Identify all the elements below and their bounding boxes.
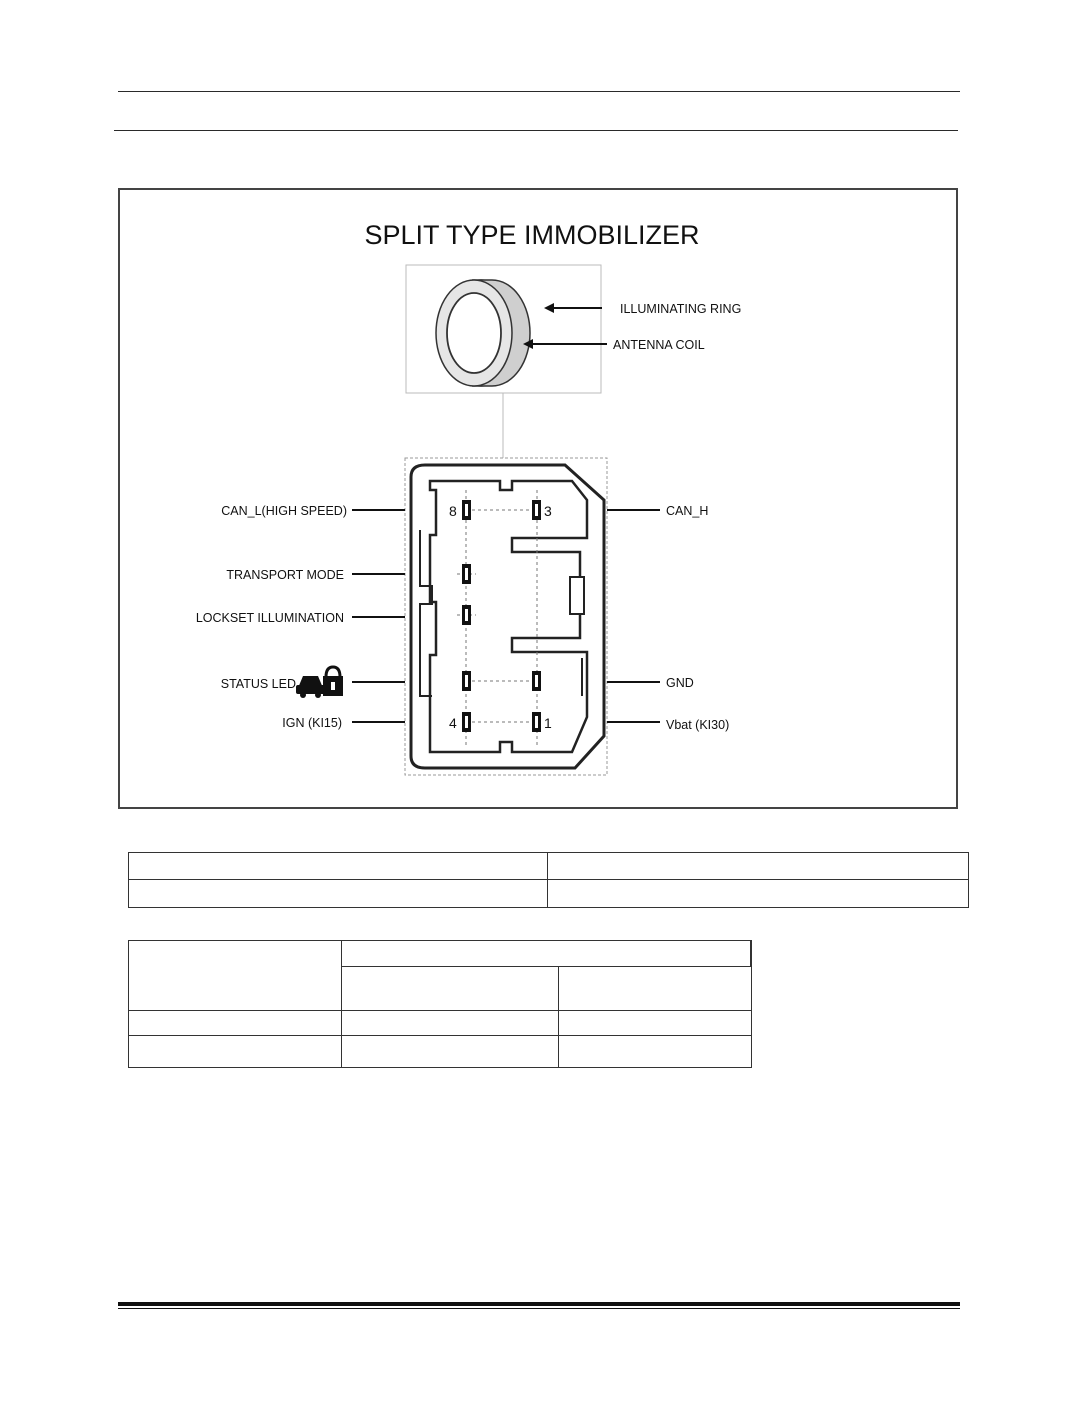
header-rule-top [118, 91, 960, 92]
vbat-label: Vbat (KI30) [666, 718, 730, 732]
connector-key [570, 577, 584, 614]
immobilizer-diagram [120, 190, 956, 807]
footer-rule-thick [118, 1302, 960, 1306]
diagram-title: SPLIT TYPE IMMOBILIZER [364, 220, 700, 250]
ring-icon [436, 280, 530, 386]
pin-number-4: 4 [449, 715, 457, 731]
spec-table-1 [128, 852, 969, 908]
table-header-row [129, 941, 752, 967]
ign-label: IGN (KI15) [282, 716, 342, 730]
pin-number-8: 8 [449, 503, 457, 519]
gnd-label: GND [666, 676, 694, 690]
can-h-label: CAN_H [666, 504, 709, 518]
pin-number-3: 3 [544, 503, 552, 519]
can-l-label: CAN_L(HIGH SPEED) [221, 504, 347, 518]
lock-car-icon [296, 667, 343, 698]
pin-number-1: 1 [544, 715, 552, 731]
table-row [129, 853, 969, 880]
immobilizer-figure [118, 188, 958, 809]
left-leader-lines [352, 510, 405, 722]
transport-mode-label: TRANSPORT MODE [226, 568, 344, 582]
illuminating-ring-label: ILLUMINATING RING [620, 302, 742, 316]
spec-table-2 [128, 940, 752, 1068]
status-led-label: STATUS LED [220, 677, 296, 691]
footer-rule-thin [118, 1308, 960, 1309]
connector-cavity [430, 481, 587, 752]
table-row [129, 1011, 752, 1036]
table-row [129, 1036, 752, 1068]
table-row [129, 880, 969, 908]
right-leader-lines [607, 510, 660, 722]
header-rule-bottom [114, 130, 958, 131]
lockset-illumination-label: LOCKSET ILLUMINATION [195, 611, 344, 625]
antenna-coil-label: ANTENNA COIL [613, 338, 705, 352]
